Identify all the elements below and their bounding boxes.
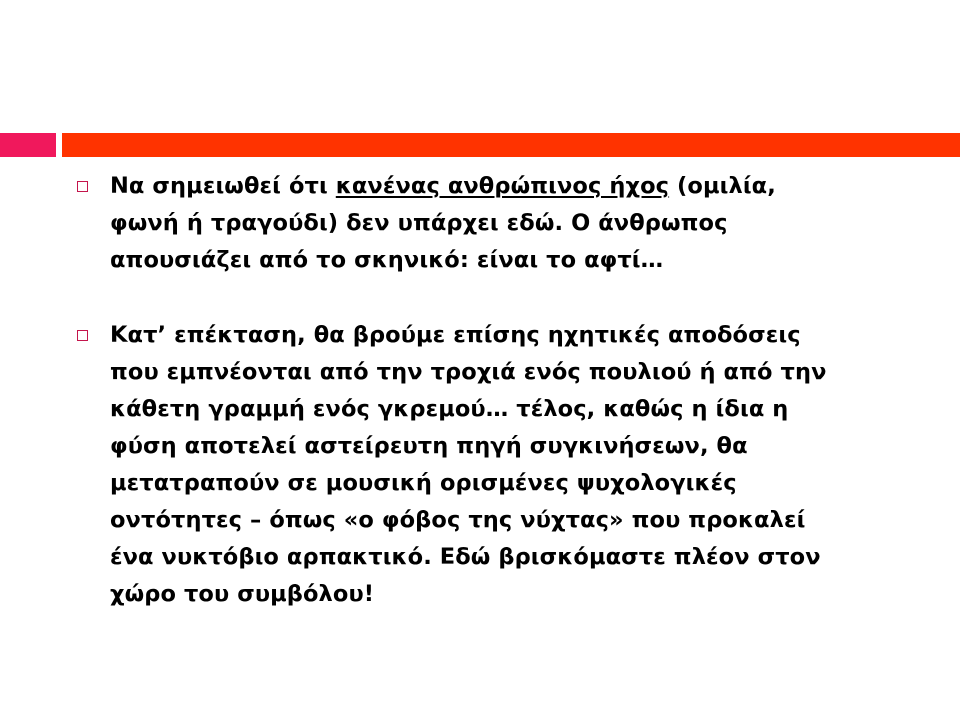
bullet-2-line-7: ένα νυκτόβιο αρπακτικό. Εδώ βρισκόμαστε πλέον στον bbox=[110, 544, 821, 570]
bullet-2-line-1: Κατ’ επέκταση, θα βρούμε επίσης ηχητικές αποδόσεις bbox=[110, 322, 801, 348]
bullet-2-line-4: φύση αποτελεί αστείρευτη πηγή συγκινήσεων, θα bbox=[110, 433, 748, 459]
bullet-2-line-5: μετατραπούν σε μουσική ορισμένες ψυχολογικές bbox=[110, 470, 737, 496]
bullet-2-line-6: οντότητες – όπως «ο φόβος της νύχτας» που προκαλεί bbox=[110, 507, 806, 533]
underlined-phrase: κανένας ανθρώπινος ήχος bbox=[335, 173, 670, 199]
bullet-1-line-3: απουσιάζει από το σκηνικό: είναι το αφτί… bbox=[110, 247, 664, 273]
bullet-point-1 bbox=[76, 168, 896, 279]
bullet-2-line-2: που εμπνέονται από την τροχιά ενός πουλιού ή από την bbox=[110, 359, 827, 385]
bullet-point-2 bbox=[76, 317, 896, 613]
bullet-1-line-1-post: (ομιλία, bbox=[669, 173, 776, 199]
accent-bar-right bbox=[62, 133, 960, 157]
bullet-2-line-8: χώρο του συμβόλου! bbox=[110, 581, 375, 607]
bullet-2-line-3: κάθετη γραμμή ενός γκρεμού… τέλος, καθώς η ίδια η bbox=[110, 396, 789, 422]
hollow-square-bullet-icon bbox=[77, 330, 88, 341]
hollow-square-bullet-icon bbox=[77, 181, 88, 192]
bullet-1-line-1-pre: Να σημειωθεί ότι bbox=[110, 173, 336, 199]
accent-bar-left bbox=[0, 133, 56, 157]
bullet-1-line-2: φωνή ή τραγούδι) δεν υπάρχει εδώ. Ο άνθρωπος bbox=[110, 210, 728, 236]
slide-content bbox=[76, 168, 896, 613]
bullet-1-line-1 bbox=[110, 168, 896, 205]
